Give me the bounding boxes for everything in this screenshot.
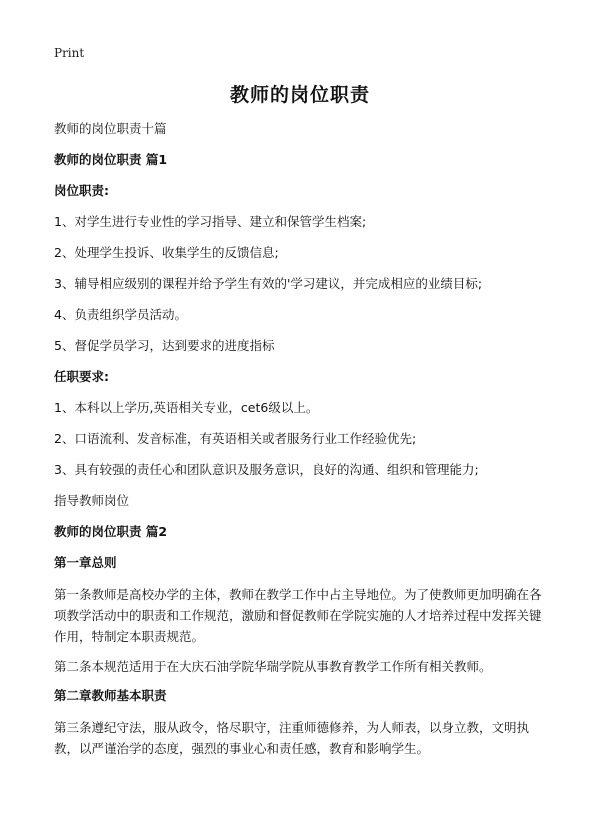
chapter1-paragraph-1: 第一条教师是高校办学的主体，教师在教学工作中占主导地位。为了使教师更加明确在各项教学活动中的职责和工作规范，激励和督促教师在学院实施的人才培养过程中发挥关键作用，特制定本职责规范。 bbox=[54, 587, 542, 644]
duties-heading: 岗位职责: bbox=[54, 183, 109, 198]
duty-item-2: 2、处理学生投诉、收集学生的反馈信息; bbox=[54, 245, 279, 260]
requirements-heading: 任职要求: bbox=[54, 369, 109, 384]
document-subtitle: 教师的岗位职责十篇 bbox=[54, 121, 167, 136]
requirement-item-3: 3、具有较强的责任心和团队意识及服务意识，良好的沟通、组织和管理能力; bbox=[54, 462, 479, 477]
section-footer-line: 指导教师岗位 bbox=[54, 493, 130, 508]
section-heading-1: 教师的岗位职责 篇1 bbox=[54, 152, 168, 167]
document-body bbox=[54, 119, 550, 768]
duty-item-1: 1、对学生进行专业性的学习指导、建立和保管学生档案; bbox=[54, 214, 367, 229]
requirement-item-1: 1、本科以上学历,英语相关专业，cet6级以上。 bbox=[54, 400, 319, 415]
duty-item-3: 3、辅导相应级别的课程并给予学生有效的'学习建议，并完成相应的业绩目标; bbox=[54, 276, 483, 291]
chapter2-paragraph-1: 第三条遵纪守法，服从政令，恪尽职守，注重师德修养，为人师表，以身立教，文明执教，以严谨治学的态度，强烈的事业心和责任感，教育和影响学生。 bbox=[54, 720, 530, 756]
page-title: 教师的岗位职责 bbox=[229, 84, 370, 106]
duty-item-4: 4、负责组织学员活动。 bbox=[54, 307, 187, 322]
section-heading-2: 教师的岗位职责 篇2 bbox=[54, 524, 168, 539]
chapter2-heading: 第二章教师基本职责 bbox=[54, 688, 167, 703]
duty-item-5: 5、督促学员学习，达到要求的进度指标 bbox=[54, 338, 275, 353]
print-label[interactable]: Print bbox=[54, 46, 85, 60]
requirement-item-2: 2、口语流利、发音标准，有英语相关或者服务行业工作经验优先; bbox=[54, 431, 417, 446]
chapter1-paragraph-2: 第二条本规范适用于在大庆石油学院华瑞学院从事教育教学工作所有相关教师。 bbox=[54, 659, 492, 674]
chapter1-heading: 第一章总则 bbox=[54, 555, 117, 570]
